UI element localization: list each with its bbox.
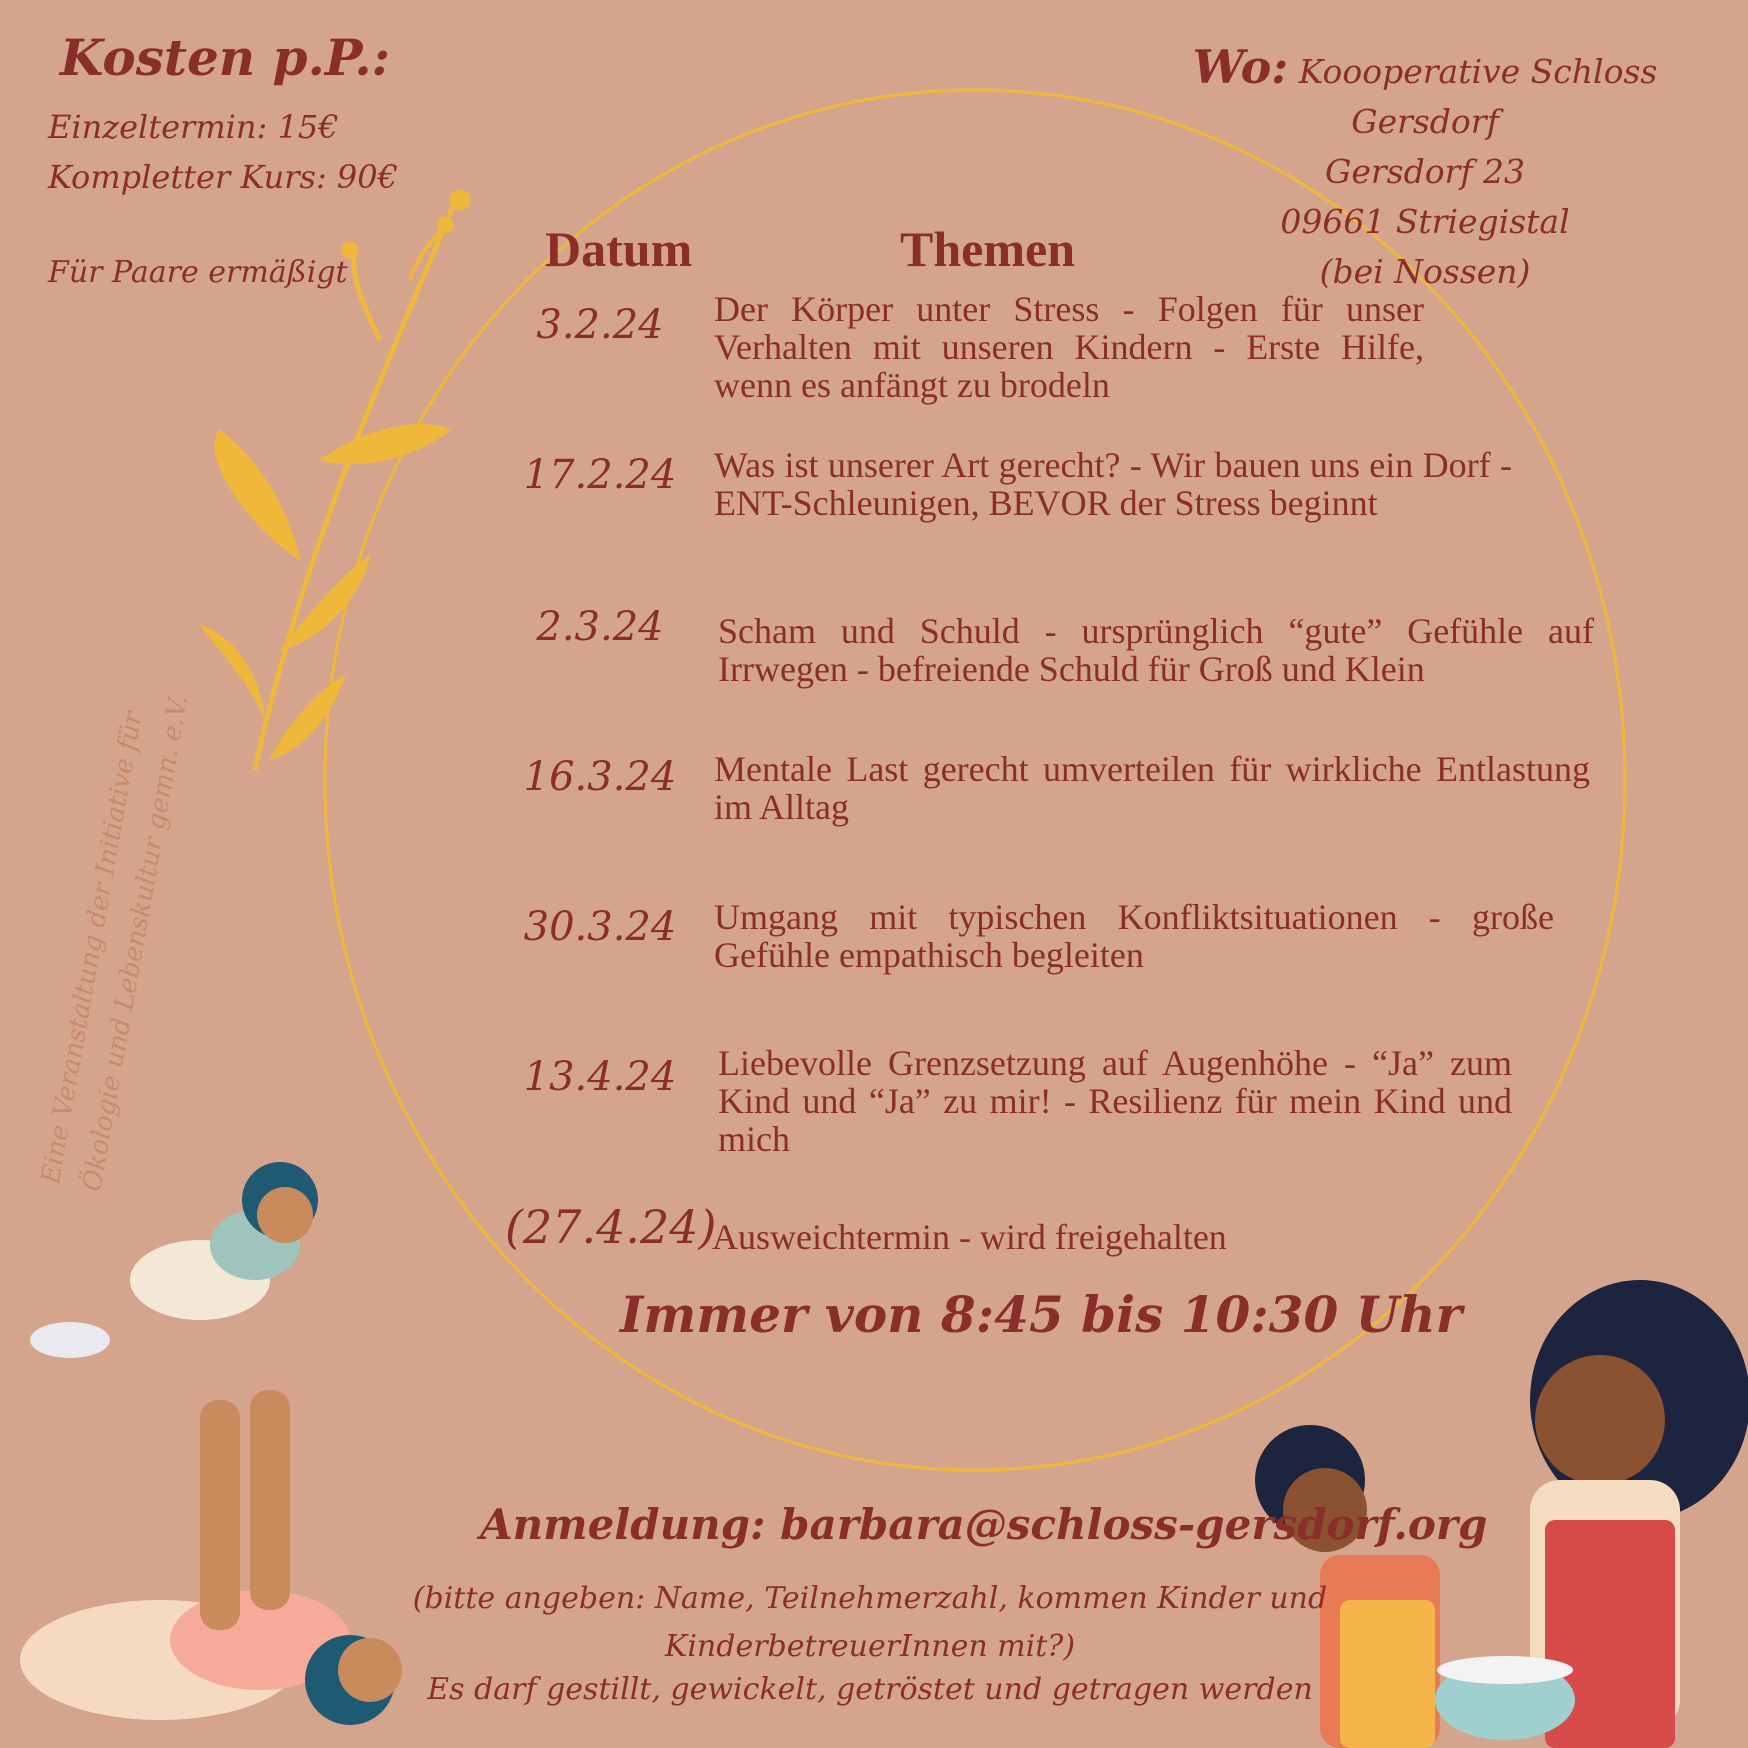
session-date: 2.3.24 <box>536 604 664 650</box>
organizer-text: Eine Veranstaltung der Initiative für Ökologie und Lebenskultur gemn. e.V. <box>35 692 195 1194</box>
session-date: 3.2.24 <box>536 302 664 348</box>
location-label: Wo: <box>1192 40 1289 94</box>
session-topic: Der Körper unter Stress - Folgen für unser Verhalten mit unseren Kindern - Erste Hilfe, wenn es anfängt zu brodeln <box>714 289 1424 405</box>
session-date: 13.4.24 <box>523 1054 677 1100</box>
column-header-topic: Themen <box>900 221 1075 277</box>
cost-couples: Für Paare ermäßigt <box>48 255 348 290</box>
session-date: 17.2.24 <box>523 452 677 498</box>
session-topic: Was ist unserer Art gerecht? - Wir bauen uns ein Dorf - ENT-Schleunigen, BEVOR der Stress beginnt <box>714 445 1512 523</box>
registration-email[interactable]: Anmeldung: barbara@schloss-gersdorf.org <box>480 1500 1488 1549</box>
time-info: Immer von 8:45 bis 10:30 Uhr <box>620 1285 1462 1344</box>
session-topic: Umgang mit typischen Konfliktsituationen - große Gefühle empathisch begleiten <box>714 897 1554 975</box>
session-topic: Mentale Last gerecht umverteilen für wirkliche Entlastung im Alltag <box>714 749 1590 827</box>
session-topic: Liebevolle Grenzsetzung auf Augenhöhe - “Ja” zum Kind und “Ja” zu mir! - Resilienz für mein Kind und mich <box>718 1043 1512 1159</box>
cost-full: Kompletter Kurs: 90€ <box>48 158 398 196</box>
session-topic: Scham und Schuld - ursprünglich “gute” Gefühle auf Irrwegen - befreiende Schuld für Groß und Klein <box>718 611 1594 689</box>
session-topic: Ausweichtermin - wird freigehalten <box>712 1217 1227 1257</box>
cost-single: Einzeltermin: 15€ <box>48 108 339 146</box>
location-line-3: 09661 Striegistal <box>1280 202 1570 241</box>
session-date: 30.3.24 <box>523 904 677 950</box>
session-date: (27.4.24) <box>505 1200 717 1254</box>
parent-child-illustration <box>20 1162 402 1725</box>
family-note: Es darf gestillt, gewickelt, getröstet und getragen werden <box>427 1672 1313 1707</box>
column-header-date: Datum <box>545 221 693 277</box>
location-line-2: Gersdorf 23 <box>1324 152 1526 191</box>
session-date: 16.3.24 <box>523 754 677 800</box>
location-line-1: Koooperative Schloss Gersdorf <box>1298 52 1658 141</box>
registration-note: (bitte angeben: Name, Teilnehmerzahl, kommen Kinder und KinderbetreuerInnen mit?) <box>412 1581 1328 1664</box>
cost-heading: Kosten p.P.: <box>60 28 391 87</box>
location-line-4: (bei Nossen) <box>1319 252 1531 291</box>
location-block <box>1120 42 1730 297</box>
